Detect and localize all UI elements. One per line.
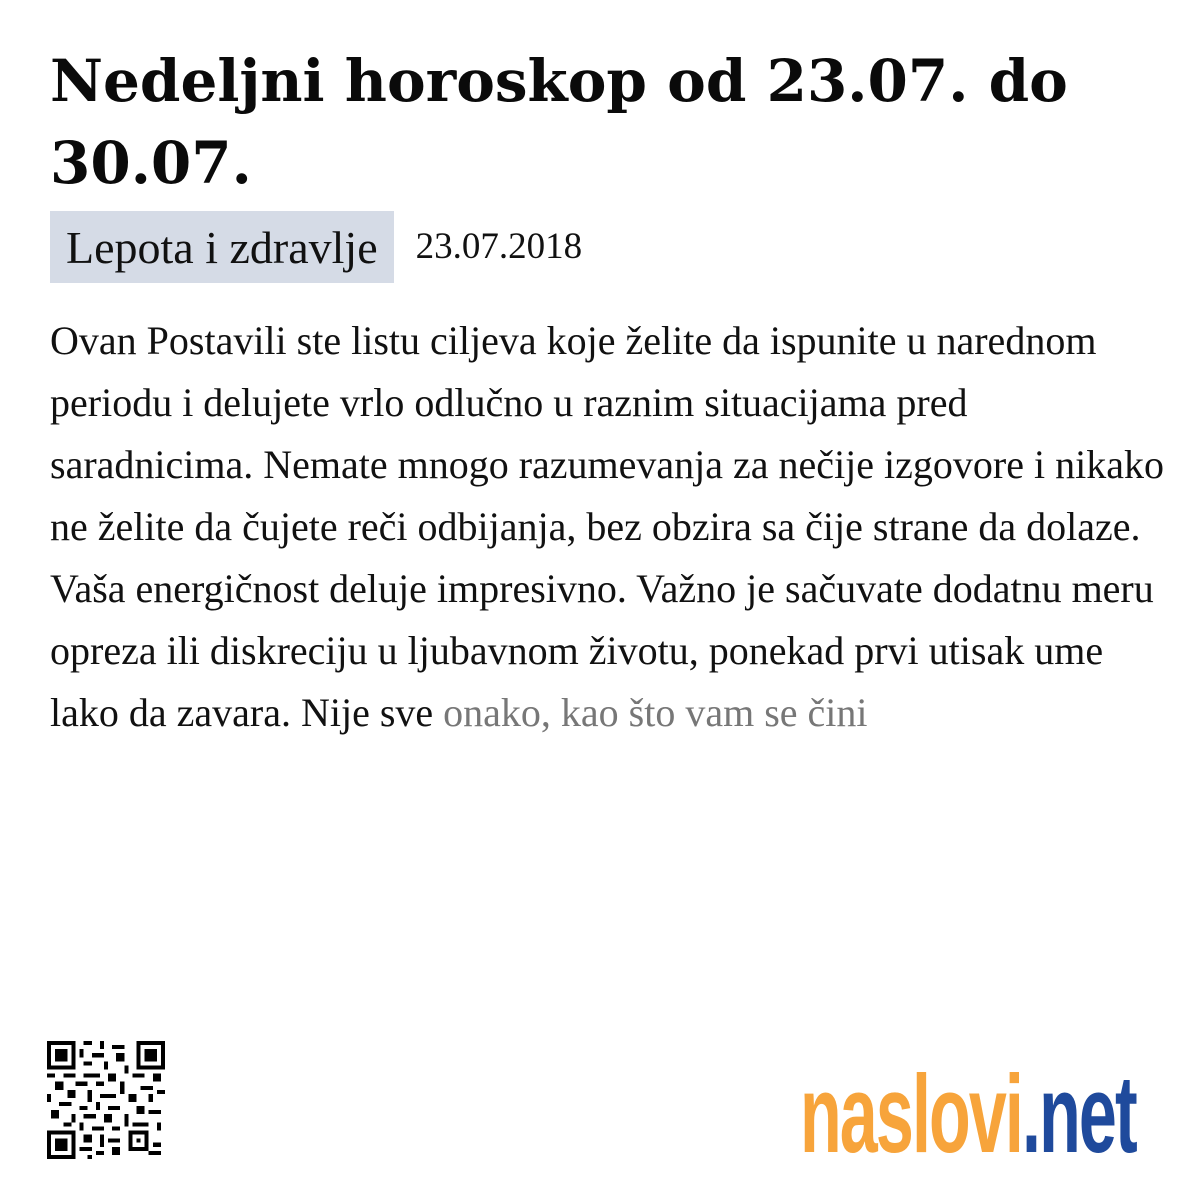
article-date: 23.07.2018 [415, 226, 583, 267]
logo-text-net: .net [1021, 1053, 1136, 1176]
logo-text-naslovi: naslovi [800, 1053, 1022, 1176]
article-text: Ovan Postavili ste listu ciljeva koje želite da ispunite u narednom periodu i delujete vrlo odlučno u raznim situacijama pred saradnicima. Nemate mnogo razumevanja za nečije izgovore i nikako ne želite da čujete reči odbijanja, bez obzira sa čije strane da dolaze. Vaša energičnost deluje impresivno. Važno je sačuvate dodatnu meru opreza ili diskreciju u ljubavnom životu, ponekad prvi utisak ume lako da zavara. Nije sve [50, 318, 1164, 735]
naslovi-logo[interactable] [800, 1053, 1136, 1176]
article-text-faded: onako, kao što vam se čini [443, 690, 868, 735]
qr-code-icon [47, 1037, 165, 1163]
category-badge[interactable]: Lepota i zdravlje [50, 211, 394, 283]
article-title: Nedeljni horoskop od 23.07. do 30.07. [50, 47, 1068, 197]
article-meta [50, 211, 582, 283]
article-body [50, 310, 1170, 744]
